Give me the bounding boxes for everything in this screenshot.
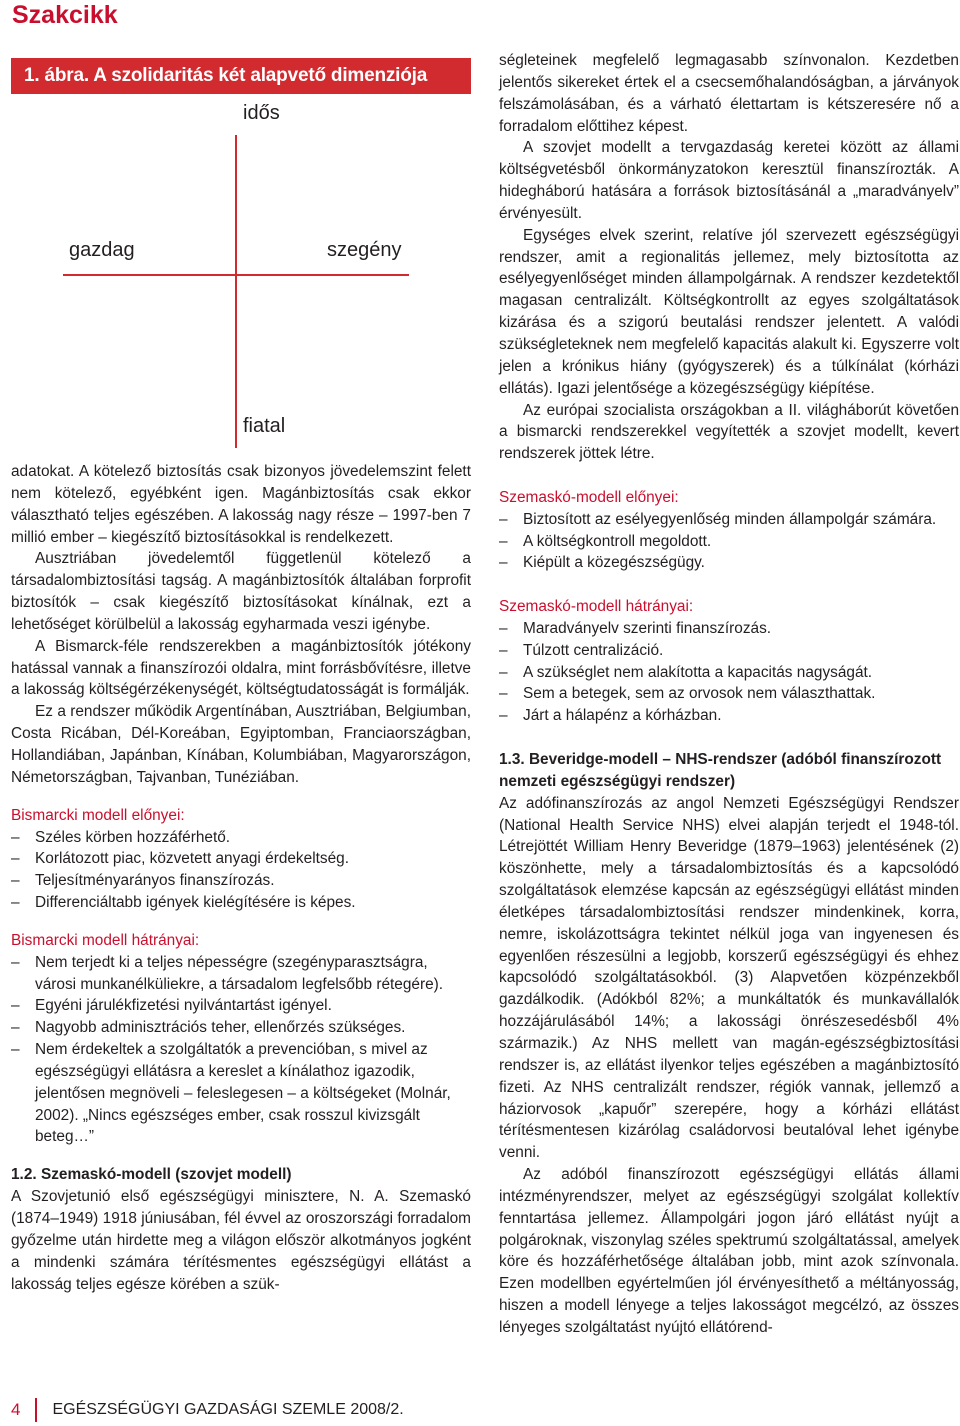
paragraph: A Bismarck-féle rendszerekben a magánbiztosítók jótékony hatással vannak a finanszírozói oldalra, mint forrásbővítésre, illetve a lakosság költségérzékenységét, költségtudatosságát is formálják. <box>11 637 471 699</box>
disadvantages-list <box>11 952 471 1149</box>
disadvantages-label: Szemaskó-modell hátrányai: <box>499 598 694 616</box>
disadvantages-label: Bismarcki modell hátrányai: <box>11 931 200 949</box>
list-item: – Nem érdekeltek a szolgáltatók a prevencióban, s mivel az egészségügyi ellátásra a kereslet a kínálathoz igazodik, jelentősen megnöveli – feleslegesen – a költségeket (Molnár, 2002). „Nincs egészséges ember, csak rosszul kivizsgált beteg…” <box>11 1041 451 1146</box>
axis-label-right: szegény <box>327 239 402 261</box>
list-item: – Korlátozott piac, közvetett anyagi érdekeltség. <box>11 850 349 868</box>
paragraph: A Szovjetunió első egészségügyi minisztere, N. A. Szemaskó (1874–1949) 1918 júniusában, fél évvel az oroszországi forradalom győzelme után hirdette meg a világon először alkotmányos jogként a mindenki számára térítésmentes egészségügyi ellátást a lakosság teljes egésze körében a szük- <box>11 1188 471 1293</box>
advantages-label: Szemaskó-modell előnyei: <box>499 488 679 506</box>
list-item: – Kiépült a közegészségügy. <box>499 554 705 572</box>
figure-caption: 1. ábra. A szolidaritás két alapvető dimenziója <box>11 58 471 94</box>
paragraph: Az európai szocialista országokban a II. világháborút követően a bismarcki rendszerekkel vegyítették a szovjet modellt, kevert rendszerek jöttek létre. <box>499 401 959 463</box>
footer-divider <box>35 1398 37 1422</box>
list-item: – Nagyobb adminisztrációs teher, ellenőrzés szükséges. <box>11 1019 406 1037</box>
advantages-list <box>11 827 471 914</box>
advantages-label: Bismarcki modell előnyei: <box>11 806 185 824</box>
disadvantages-list <box>499 618 959 727</box>
axis-label-left: gazdag <box>69 239 135 261</box>
paragraph: Egységes elvek szerint, relatíve jól szervezett egészségügyi rendszer, amit a regionalitás jellemez, mely biztosította az esélyegyenlőséget minden állampolgárnak. A rendszer kezdetektől magasan centralizált. Költségkontrollt az egyes szolgáltatások kizárása és a szigorú beutalási rendszer jelentett. A valódi szükségleteknek nem megfelelő kapacitás alakult ki. Egyszerre volt jelen a krónikus hiány (gyógyszerek) és a túlkínálat (kórházi ellátás). Igazi jelentősége a közegészségügy kiépítése. <box>499 226 959 397</box>
list-item: – Sem a betegek, sem az orvosok nem választhattak. <box>499 685 876 703</box>
paragraph: Ez a rendszer működik Argentínában, Ausztriában, Belgiumban, Costa Ricában, Dél-Koreában, Egyiptomban, Franciaországban, Hollandiában, Japánban, Kínában, Kolumbiában, Magyarországon, Németországban, Tajvanban, Tunéziában. <box>11 703 471 786</box>
paragraph: adatokat. A kötelező biztosítás csak bizonyos jövedelemszint felett nem kötelező, egyébként igen. Magánbiztosítás csak ekkor választható teljes egészében. A lakosság nagy része – 1997-ben 7 millió ember – kiegészítő biztosításokkal is rendelkezett. <box>11 463 471 546</box>
paragraph: Az adóból finanszírozott egészségügyi ellátás állami intézményrendszer, melyet az egészségügyi szolgálat kollektív fenntartása jellemez. Állampolgári jogon járó ellátást nyújt a polgároknak, viszonylag széles spektrumú szolgáltatással, amelyek köre és hozzáférhetősége általában jobb, mint azok színvonala. Ezen modellben egyértelműen jól érvényesíthető a méltányosság, hiszen a modell lényege a teljes lakosságot megcélzó, az összes lényeges szolgáltatást nyújtó ellátórend- <box>499 1166 959 1336</box>
solidarity-diagram <box>11 94 471 450</box>
page-number: 4 <box>11 1400 21 1419</box>
axis-label-bottom: fiatal <box>243 415 286 437</box>
list-item: – Járt a hálapénz a kórházban. <box>499 707 722 725</box>
list-item: – Maradványelv szerinti finanszírozás. <box>499 619 772 637</box>
list-item: – A költségkontroll megoldott. <box>499 532 712 550</box>
paragraph: Ausztriában jövedelemtől függetlenül kötelező a társadalombiztosítási tagság. A magánbiztosítók általában forprofit biztosítók – csak kiegészítő biztosításokat kínálnak, ezt a lehetőséget körülbelül a lakosság egyharmada veszi igénybe. <box>11 550 471 633</box>
list-item: – Túlzott centralizáció. <box>499 641 664 659</box>
list-item: – A szükséglet nem alakította a kapacitás nagyságát. <box>499 663 873 681</box>
advantages-list <box>499 509 959 575</box>
right-column <box>499 50 959 1339</box>
journal-name: EGÉSZSÉGÜGYI GAZDASÁGI SZEMLE 2008/2. <box>52 1401 404 1418</box>
paragraph: A szovjet modellt a tervgazdaság keretei között az állami költségvetésből önkormányzatokon keresztül finanszírozták. A hidegháború hatására a források biztosításánál a „maradványelv” érvényesült. <box>499 139 959 222</box>
list-item: – Teljesítményarányos finanszírozás. <box>11 872 275 890</box>
list-item: – Széles körben hozzáférhető. <box>11 828 231 846</box>
diagram-axes <box>11 94 471 450</box>
list-item: – Nem terjedt ki a teljes népességre (szegényparasztságra, városi munkanélküliekre, a társadalom legfelsőbb rétegére). <box>11 953 444 993</box>
paragraph: ségleteinek megfelelő legmagasabb színvonalon. Kezdetben jelentős sikereket értek el a csecsemőhalandóságban, a járványok felszámolásában, és a várható élettartam is kétszeresére nő a forradalom előttihez képest. <box>499 52 959 135</box>
page-footer <box>11 1395 404 1425</box>
paragraph: Az adófinanszírozás az angol Nemzeti Egészségügyi Rendszer (National Health Service NHS) elvei alapján terjedt el 1948-tól. Létrejöttét William Henry Beveridge (1879–1963) jelentésének (2) köszönhette, mely a társadalombiztosítás és a kapcsolódó szolgáltatások elemzése kapcsán az egészségügyi ellátást minden életképes társadalombiztosítási rendszer mindenkinek, korra, nemre, iskolázottságra tekintet nélkül joga van ingyenesen és egyenlően részesülni a legjobb, korszerű egészségügyi és ehhez kapcsolódó szolgáltatásokból. (3) Alapvetően közpénzekből gazdálkodik. (Adókból 82%; a munkáltatók és munkavállalók hozzájárulásából 14%; a lakossági önrészesedésből 4% származik.) Az NHS mellett van magán-egészségbiztosítási rendszer is, az ellátást ilyenkor teljes egészében a magánbiztosító fizeti. Az NHS centralizált rendszer, régiók vannak, jellemző a háziorvosok „kapuőr” szerepére, hogy a kórházi ellátást térítésmentesen kizárólag családorvosi beutalóval lehet igénybe venni. <box>499 794 959 1162</box>
subsection-heading: 1.3. Beveridge-modell – NHS-rendszer (adóból finanszírozott nemzeti egészségügyi rendszer) <box>499 751 942 790</box>
list-item: – Egyéni járulékfizetési nyilvántartást igényel. <box>11 997 332 1015</box>
list-item: – Biztosított az esélyegyenlőség minden állampolgár számára. <box>499 510 937 528</box>
left-column <box>11 461 471 1295</box>
subsection-heading: 1.2. Szemaskó-modell (szovjet modell) <box>11 1166 292 1184</box>
axis-label-top: idős <box>243 102 280 124</box>
list-item: – Differenciáltabb igények kielégítésére is képes. <box>11 894 356 912</box>
section-title: Szakcikk <box>12 1 118 29</box>
